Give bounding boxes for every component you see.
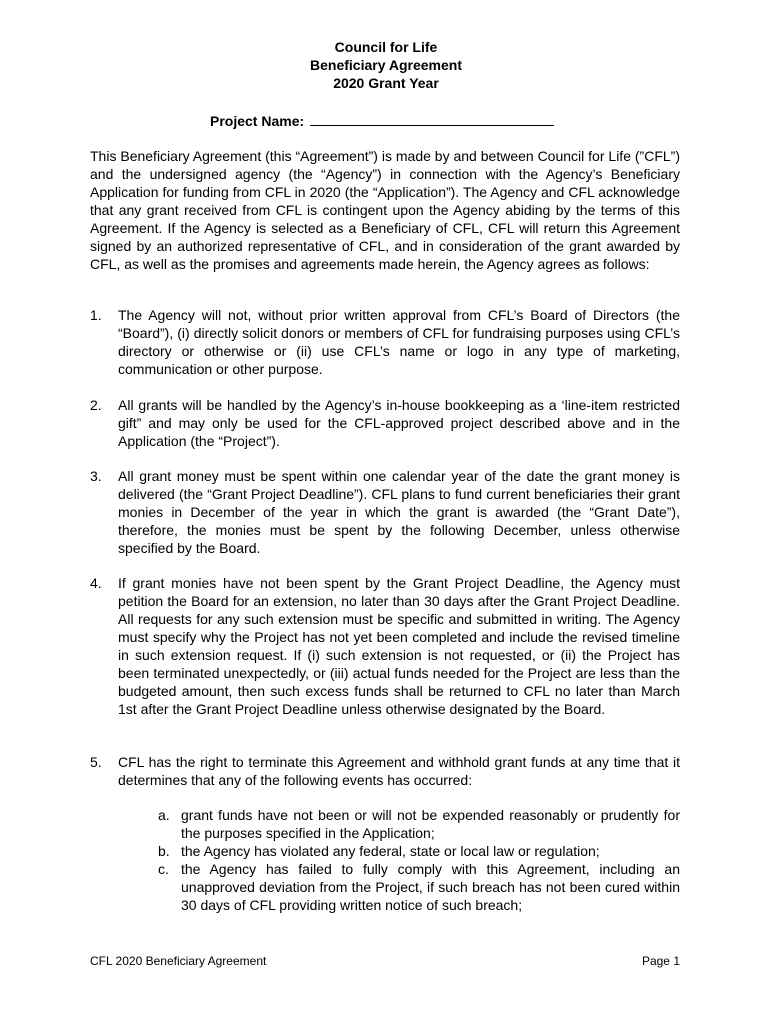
- sub-list-item: [158, 860, 680, 914]
- document-header: [0, 38, 770, 92]
- footer-page-number: Page 1: [641, 954, 680, 968]
- header-org-name: Council for Life: [334, 39, 438, 55]
- project-name-label: Project Name:: [210, 113, 305, 129]
- intro-paragraph: This Beneficiary Agreement (this “Agreement”) is made by and between Council for Life (”CFL”) and the undersigned agency (the “Agency”) in connection with the Agency’s Beneficiary Application for funding from CFL in 2020 (the “Application”). The Agency and CFL acknowledge that any grant received from CFL is contingent upon the Agency abiding by the terms of this Agreement. If the Agency is selected as a Beneficiary of CFL, CFL will return this Agreement signed by an authorized representative of CFL, and in consideration of the grant awarded by CFL, as well as the promises and agreements made herein, the Agency agrees as follows:: [90, 148, 680, 272]
- project-name-field: [210, 111, 554, 130]
- sub-list-item-letter: b.: [158, 843, 170, 859]
- list-item: [90, 467, 680, 557]
- list-item: [90, 306, 680, 378]
- list-item-text: All grants will be handled by the Agency’s in-house bookkeeping as a ‘line-item restricted gift” and may only be used for the CFL-approved project described above and in the Application (the “Project”).: [118, 397, 680, 449]
- list-item-number: 5.: [90, 754, 102, 770]
- sub-list-item-letter: c.: [158, 861, 169, 877]
- list-item-text: The Agency will not, without prior written approval from CFL’s Board of Directors (the “Board”), (i) directly solicit donors or members of CFL for fundraising purposes using CFL’s directory or otherwise or (ii) use CFL’s name or logo in any type of marketing, communication or other purpose.: [118, 307, 680, 377]
- footer-doc-title: CFL 2020 Beneficiary Agreement: [90, 954, 267, 968]
- sub-list-item: [158, 806, 680, 842]
- list-item: [90, 753, 680, 789]
- list-item: [90, 396, 680, 450]
- project-name-blank-line[interactable]: [310, 111, 554, 126]
- list-item: [90, 574, 680, 718]
- list-item-number: 2.: [90, 397, 102, 413]
- list-item-number: 4.: [90, 575, 102, 591]
- list-item-number: 1.: [90, 307, 102, 323]
- list-item-text: If grant monies have not been spent by the Grant Project Deadline, the Agency must petition the Board for an extension, no later than 30 days after the Grant Project Deadline. All requests for any such extension must be specific and submitted in writing. The Agency must specify why the Project has not yet been completed and include the revised timeline in such extension request. If (i) such extension is not requested, or (ii) the Project has been terminated unexpectedly, or (iii) actual funds needed for the Project are less than the budgeted amount, then such excess funds shall be returned to CFL no later than March 1st after the Grant Project Deadline unless otherwise designated by the Board.: [118, 575, 680, 717]
- header-doc-title: Beneficiary Agreement: [310, 57, 462, 73]
- list-item-text: All grant money must be spent within one calendar year of the date the grant money is delivered (the “Grant Project Deadline”). CFL plans to fund current beneficiaries their grant monies in December of the year in which the grant is awarded (the “Grant Date”), therefore, the monies must be spent by the following December, unless otherwise specified by the Board.: [118, 468, 680, 556]
- sub-list-item-letter: a.: [158, 807, 170, 823]
- sub-list-item-text: grant funds have not been or will not be expended reasonably or prudently for the purposes specified in the Application;: [181, 807, 680, 841]
- header-grant-year: 2020 Grant Year: [333, 75, 439, 91]
- sub-list-item-text: the Agency has failed to fully comply with this Agreement, including an unapproved deviation from the Project, if such breach has not been cured within 30 days of CFL providing written notice of such breach;: [181, 861, 680, 913]
- sub-list-item: [158, 842, 680, 860]
- list-item-number: 3.: [90, 468, 102, 484]
- list-item-text: CFL has the right to terminate this Agreement and withhold grant funds at any time that it determines that any of the following events has occurred:: [118, 754, 680, 788]
- sub-list-item-text: the Agency has violated any federal, state or local law or regulation;: [181, 843, 600, 859]
